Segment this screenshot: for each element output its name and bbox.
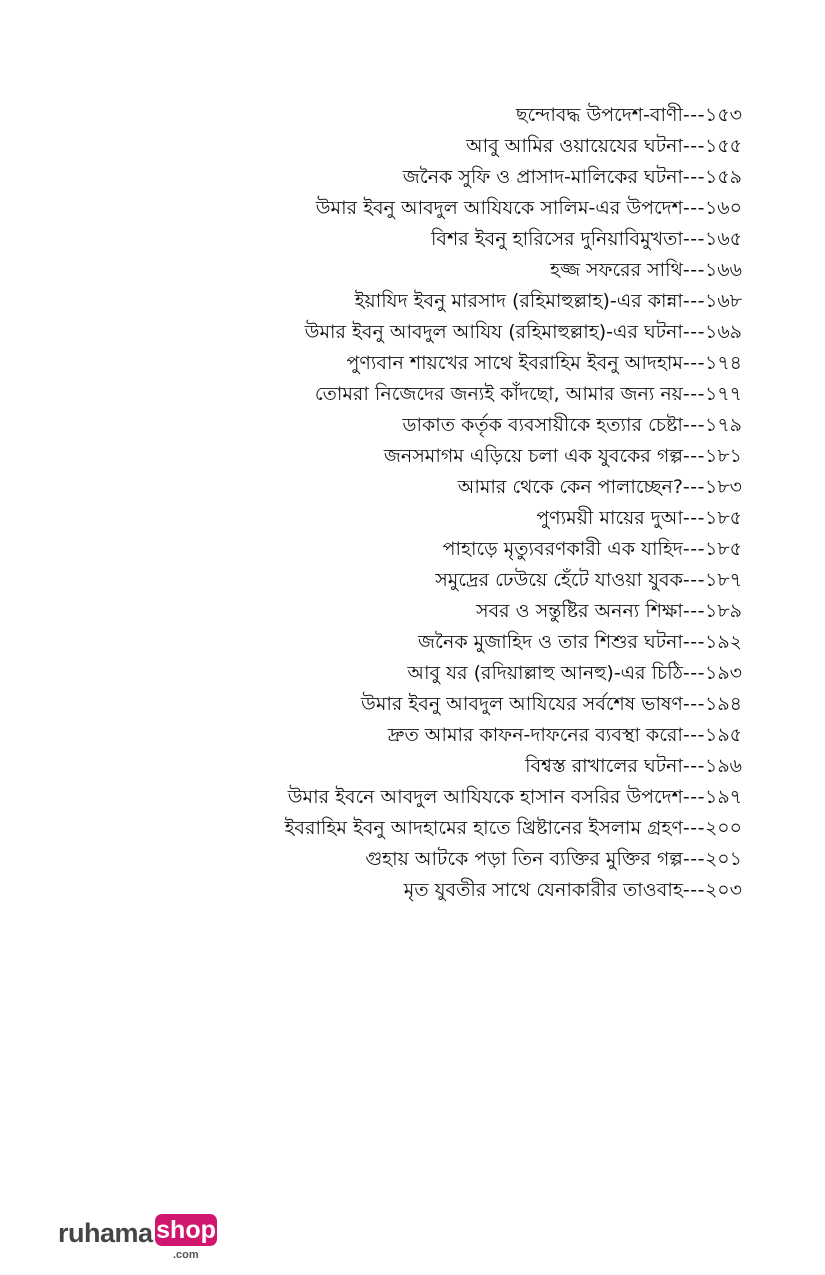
toc-entry-title: গুহায় আটকে পড়া তিন ব্যক্তির মুক্তির গল্প xyxy=(365,848,683,870)
toc-entry xyxy=(102,379,742,410)
toc-entry-title: তোমরা নিজেদের জন্যই কাঁদছো, আমার জন্য নয় xyxy=(314,383,683,405)
toc-entry-separator: --- xyxy=(682,724,705,746)
toc-entry xyxy=(102,162,742,193)
toc-entry-title: উমার ইবনু আবদুল আযিযকে সালিম-এর উপদেশ xyxy=(315,197,683,219)
toc-entry xyxy=(102,689,742,720)
toc-entry xyxy=(102,720,742,751)
toc-entry xyxy=(102,348,742,379)
toc-entry-separator: --- xyxy=(682,104,705,126)
toc-entry-title: জনৈক সুফি ও প্রাসাদ-মালিকের ঘটনা xyxy=(402,166,683,188)
toc-entry-separator: --- xyxy=(682,662,705,684)
toc-entry-title: ইয়াযিদ ইবনু মারসাদ (রহিমাহুল্লাহ)-এর কান্না xyxy=(354,290,683,312)
toc-entry xyxy=(102,782,742,813)
toc-entry-title: পুণ্যময়ী মায়ের দুআ xyxy=(536,507,683,529)
toc-entry-page-number: ১৯৫ xyxy=(705,724,742,746)
toc-entry-separator: --- xyxy=(682,538,705,560)
toc-entry-separator: --- xyxy=(682,879,705,901)
toc-entry-separator: --- xyxy=(682,631,705,653)
toc-entry-separator: --- xyxy=(682,135,705,157)
toc-entry xyxy=(102,751,742,782)
toc-entry-separator: --- xyxy=(682,228,705,250)
toc-entry xyxy=(102,627,742,658)
toc-entry xyxy=(102,224,742,255)
toc-entry-title: পাহাড়ে মৃত্যুবরণকারী এক যাহিদ xyxy=(442,538,683,560)
toc-entry xyxy=(102,658,742,689)
toc-entry-separator: --- xyxy=(682,290,705,312)
toc-entry-separator: --- xyxy=(682,786,705,808)
toc-entry-page-number: ১৯৬ xyxy=(704,755,742,777)
toc-entry-page-number: ১৫৫ xyxy=(705,135,742,157)
toc-entry-page-number: ২০১ xyxy=(704,848,742,870)
toc-entry-title: ডাকাত কর্তৃক ব্যবসায়ীকে হত্যার চেষ্টা xyxy=(402,414,683,436)
toc-entry-title: ইবরাহিম ইবনু আদহামের হাতে খ্রিষ্টানের ইসলাম গ্রহণ xyxy=(284,817,683,839)
logo-domain-text: .com xyxy=(173,1249,199,1261)
toc-entry-page-number: ১৮৯ xyxy=(705,600,742,622)
toc-entry-separator: --- xyxy=(682,197,705,219)
toc-entry xyxy=(102,441,742,472)
logo-ruhama-text: ruhama xyxy=(58,1218,153,1248)
toc-entry xyxy=(102,565,742,596)
toc-entry-title: পুণ্যবান শায়খের সাথে ইবরাহিম ইবনু আদহাম xyxy=(346,352,683,374)
toc-entry-page-number: ১৮৭ xyxy=(704,569,742,591)
toc-entry-separator: --- xyxy=(682,383,705,405)
toc-entry-separator: --- xyxy=(682,321,705,343)
toc-entry-title: আবু আমির ওয়ায়েযের ঘটনা xyxy=(465,135,683,157)
toc-entry-page-number: ১৬৫ xyxy=(704,228,742,250)
toc-entry-title: বিশর ইবনু হারিসের দুনিয়াবিমুখতা xyxy=(431,228,683,250)
toc-entry xyxy=(102,472,742,503)
toc-entry-page-number: ১৫৩ xyxy=(704,104,742,126)
toc-entry-page-number: ১৮১ xyxy=(705,445,742,467)
toc-entry-page-number: ১৯৩ xyxy=(704,662,742,684)
toc-entry-title: জনৈক মুজাহিদ ও তার শিশুর ঘটনা xyxy=(418,631,683,653)
toc-entry-page-number: ২০৩ xyxy=(704,879,742,901)
toc-entry-title: উমার ইবনু আবদুল আযিযের সর্বশেষ ভাষণ xyxy=(361,693,683,715)
toc-entry-page-number: ১৯৭ xyxy=(704,786,742,808)
table-of-contents xyxy=(102,100,742,906)
toc-entry-separator: --- xyxy=(682,600,705,622)
toc-entry xyxy=(102,255,742,286)
toc-entry xyxy=(102,875,742,906)
toc-entry xyxy=(102,844,742,875)
toc-entry-title: সমুদ্রের ঢেউয়ে হেঁটে যাওয়া যুবক xyxy=(435,569,683,591)
toc-entry-title: ছন্দোবদ্ধ উপদেশ-বাণী xyxy=(516,104,683,126)
toc-entry-title: বিশ্বস্ত রাখালের ঘটনা xyxy=(525,755,683,777)
toc-entry xyxy=(102,596,742,627)
toc-entry-separator: --- xyxy=(682,414,705,436)
toc-entry xyxy=(102,286,742,317)
toc-entry-title: আবু যর (রদিয়াল্লাহু আনহু)-এর চিঠি xyxy=(407,662,683,684)
toc-entry-separator: --- xyxy=(682,848,705,870)
toc-entry-page-number: ১৭৯ xyxy=(704,414,742,436)
toc-entry-title: উমার ইবনু আবদুল আযিয (রহিমাহুল্লাহ)-এর ঘটনা xyxy=(304,321,683,343)
toc-entry-separator: --- xyxy=(682,569,705,591)
toc-entry-page-number: ১৬৯ xyxy=(704,321,742,343)
toc-entry-page-number: ১৮৫ xyxy=(705,538,742,560)
toc-entry xyxy=(102,503,742,534)
toc-entry-page-number: ১৭৪ xyxy=(704,352,742,374)
toc-entry-title: দ্রুত আমার কাফন-দাফনের ব্যবস্থা করো xyxy=(387,724,683,746)
toc-entry-separator: --- xyxy=(682,259,705,281)
toc-entry-page-number: ১৭৭ xyxy=(704,383,742,405)
toc-entry-page-number: ১৯২ xyxy=(704,631,742,653)
toc-entry xyxy=(102,317,742,348)
toc-entry-page-number: ১৮৫ xyxy=(705,507,742,529)
toc-entry-title: জনসমাগম এড়িয়ে চলা এক যুবকের গল্প xyxy=(383,445,683,467)
toc-entry-separator: --- xyxy=(682,445,705,467)
toc-entry-separator: --- xyxy=(682,166,705,188)
toc-entry-page-number: ২০০ xyxy=(704,817,742,839)
toc-entry-title: আমার থেকে কেন পালাচ্ছেন? xyxy=(457,476,683,498)
toc-entry xyxy=(102,131,742,162)
toc-entry-page-number: ১৬৬ xyxy=(704,259,742,281)
toc-entry-page-number: ১৮৩ xyxy=(704,476,742,498)
toc-entry-title: হজ্জ সফরের সাথি xyxy=(550,259,683,281)
toc-entry-separator: --- xyxy=(682,755,705,777)
toc-entry xyxy=(102,534,742,565)
toc-entry-title: উমার ইবনে আবদুল আযিযকে হাসান বসরির উপদেশ xyxy=(287,786,683,808)
toc-entry xyxy=(102,813,742,844)
toc-entry-separator: --- xyxy=(682,476,705,498)
toc-entry-title: মৃত যুবতীর সাথে যেনাকারীর তাওবাহ xyxy=(403,879,683,901)
toc-entry-separator: --- xyxy=(682,352,705,374)
toc-entry-title: সবর ও সন্তুষ্টির অনন্য শিক্ষা xyxy=(476,600,683,622)
toc-entry-separator: --- xyxy=(682,507,705,529)
logo-shop-badge: shop xyxy=(156,1216,216,1244)
toc-entry-page-number: ১৬৮ xyxy=(704,290,742,312)
toc-entry xyxy=(102,193,742,224)
toc-entry-separator: --- xyxy=(682,693,705,715)
toc-entry xyxy=(102,100,742,131)
toc-entry xyxy=(102,410,742,441)
toc-entry-page-number: ১৯৪ xyxy=(705,693,742,715)
toc-entry-separator: --- xyxy=(682,817,705,839)
toc-entry-page-number: ১৬০ xyxy=(704,197,742,219)
ruhamashop-logo xyxy=(58,1208,228,1268)
toc-entry-page-number: ১৫৯ xyxy=(705,166,742,188)
